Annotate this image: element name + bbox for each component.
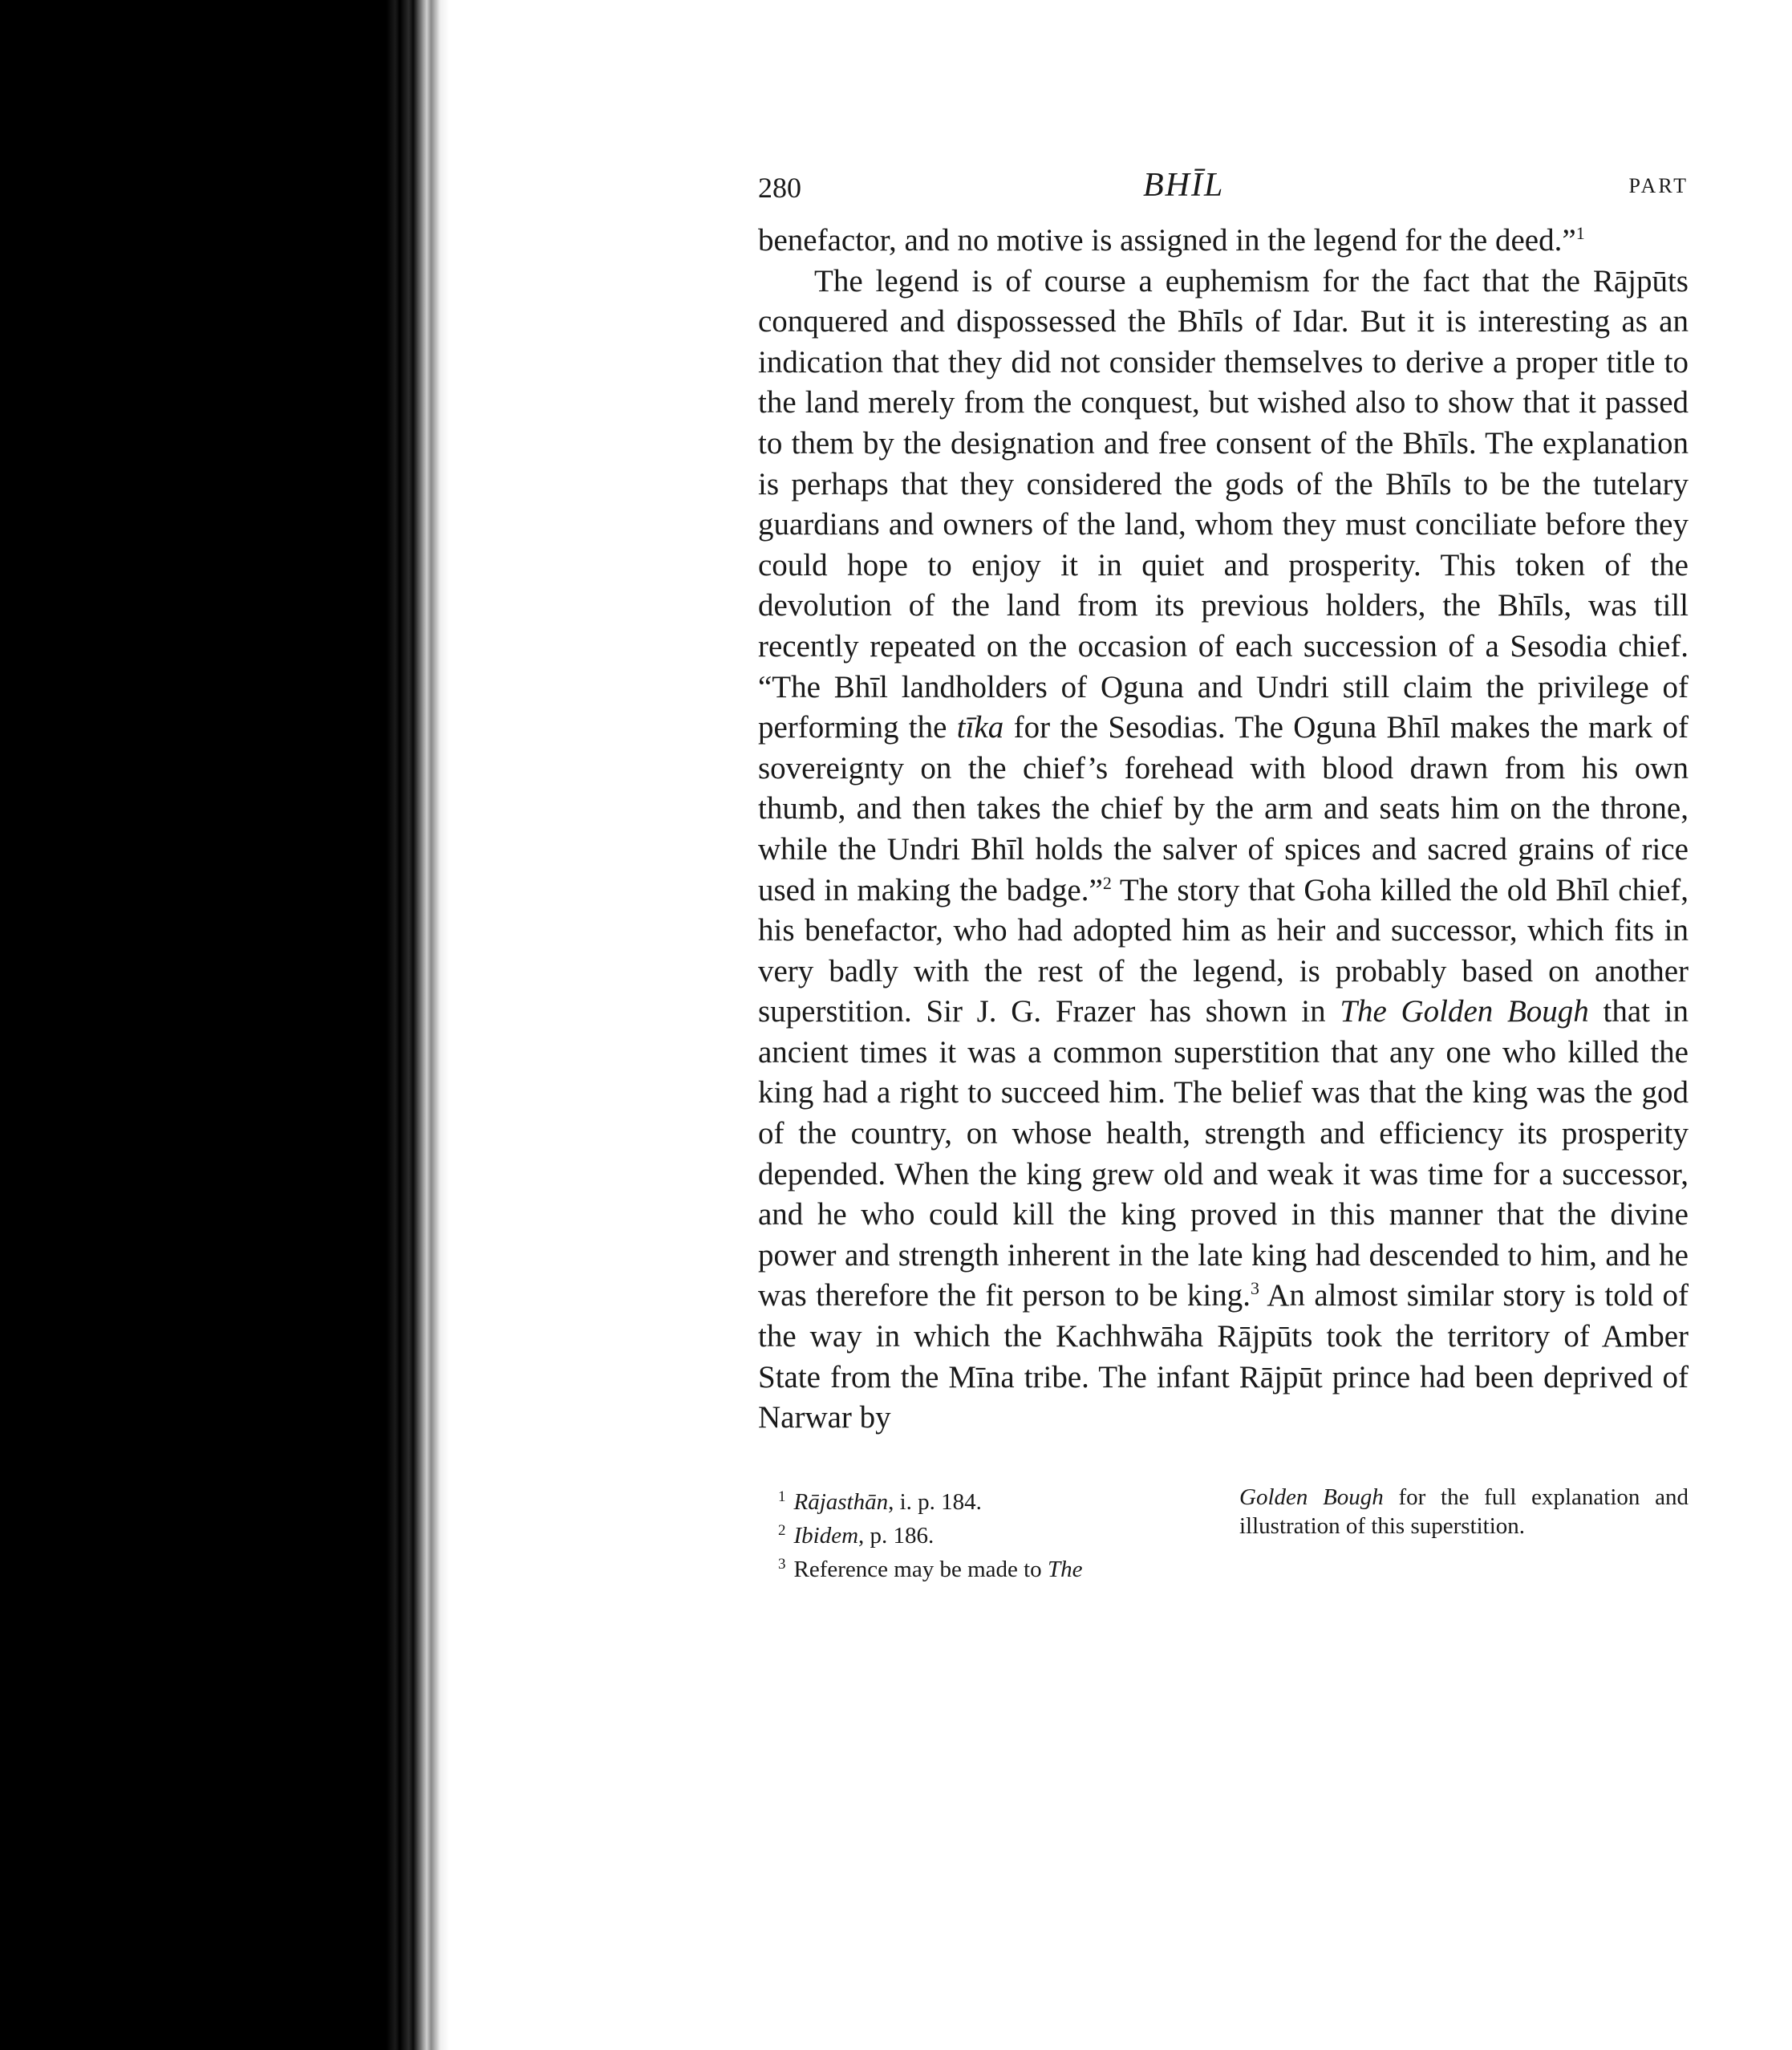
footnotes-right-column: Golden Bough for the full explanation and illustration of this superstition.: [1239, 1484, 1689, 1539]
running-title: BHĪL: [1143, 167, 1225, 204]
part-label: PART: [1628, 174, 1689, 197]
body-text: [758, 221, 1689, 1439]
italic-term: tīka: [956, 710, 1004, 745]
footnote-1: $^1$ Rājasthān, i. p. 184.: [778, 1488, 982, 1515]
paragraph: The legend is of course a euphemism for the fact that the Rājpūts conquered and dispossessed the Bhīls of Idar. But it is interesting as an indication that they did not consider themselves to derive a proper title to the land merely from the conquest, but wished also to show that it passed to them by the designation and free consent of the Bhīls. The explanation is perhaps that they considered the gods of the Bhīls to be the tutelary guardians and owners of the land, whom they must conciliate before they could hope to enjoy it in quiet and prosperity. This token of the devolution of the land from its previous holders, the Bhīls, was till recently repeated on the occasion of each succession of a Sesodia chief. “The Bhīl landholders of Oguna and Undri still claim the privilege of performing the tīka for the Sesodias. The Oguna Bhīl makes the mark of sovereignty on the chief’s forehead with blood drawn from his own thumb, and then takes the chief by the arm and seats him on the throne, while the Undri Bhīl holds the salver of spices and sacred grains of rice used in making the badge.”$^2$ The story that Goha killed the old Bhīl chief, his benefactor, who had adopted him as heir and successor, which fits in very badly with the rest of the legend, is probably based on another superstition. Sir J. G. Frazer has shown in The Golden Bough that in ancient times it was a common superstition that any one who killed the king had a right to succeed him. The belief was that the king was the god of the country, on whose health, strength and efficiency its prosperity depended. When the king grew old and weak it was time for a successor, and he who could kill the king proved in this manner that the divine power and strength inherent in the late king had descended to him, and he was therefore the fit person to be king.$^3$ An almost similar story is told of the way in which the Kachhwāha Rājpūts took the territory of Amber State from the Mīna tribe. The infant Rājpūt prince had been deprived of Narwar by: [758, 263, 1689, 1435]
page-number: 280: [758, 172, 801, 204]
running-head: [758, 148, 1689, 221]
footnote-ref: 3: [1250, 1278, 1259, 1299]
paragraph-continued: benefactor, and no motive is assigned in the legend for the deed.”$^1$: [758, 223, 1585, 258]
footnote-2: $^2$ Ibidem, p. 186.: [778, 1521, 935, 1549]
book-title: The Golden Bough: [1340, 994, 1589, 1029]
footnotes-left-column: [758, 1483, 1195, 1584]
footnotes: [758, 1483, 1689, 1584]
footnote-ref: 1: [1575, 223, 1585, 243]
book-binding-shadow: [0, 0, 449, 2050]
footnote-ref: 2: [1102, 872, 1112, 893]
footnote-3: $^3$ Reference may be made to The: [778, 1555, 1083, 1582]
book-page: [758, 148, 1689, 1584]
